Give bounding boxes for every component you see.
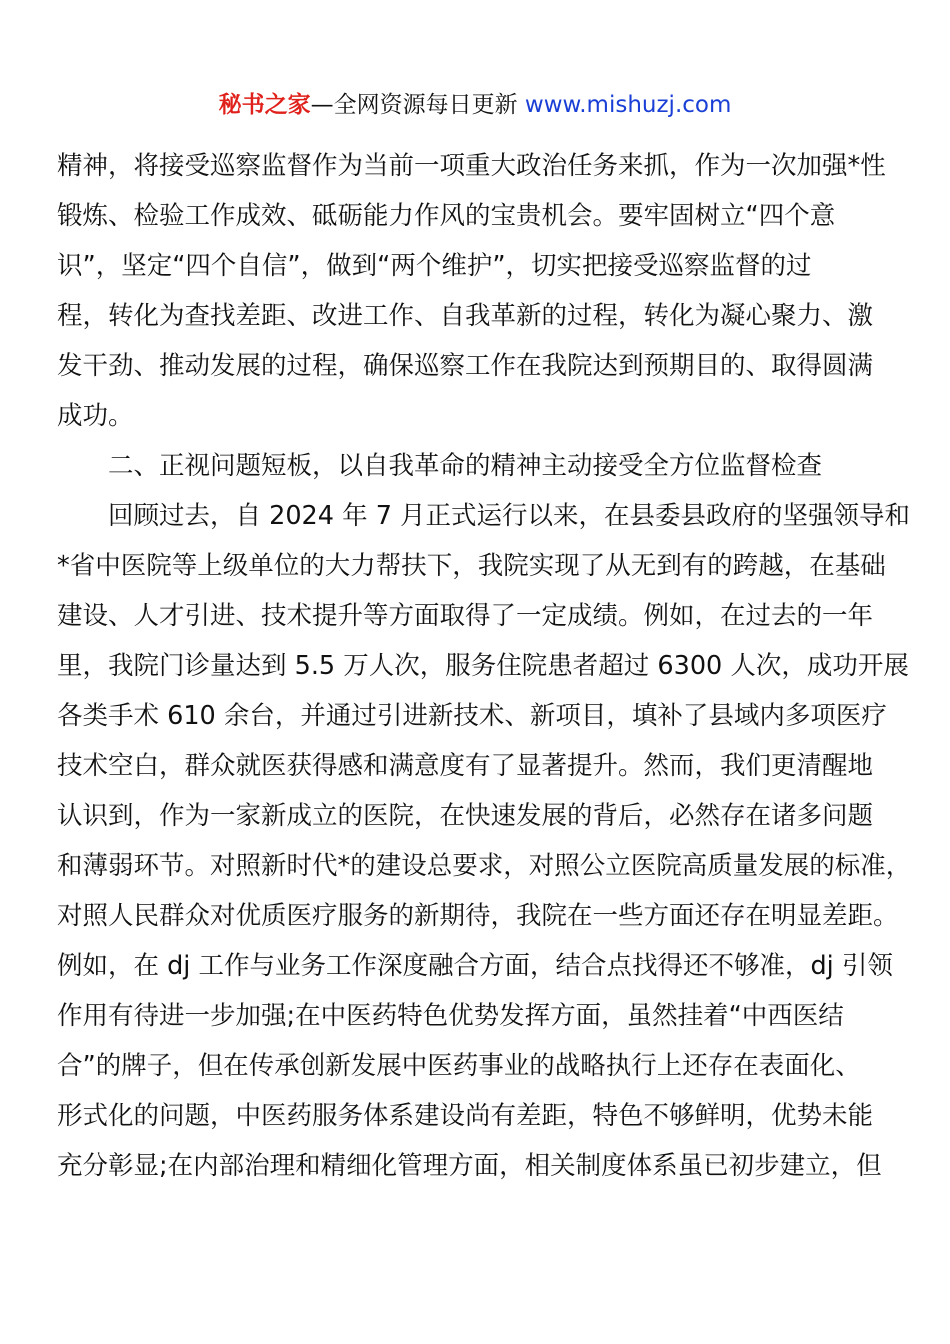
text-line: 里，我院门诊量达到 5.5 万人次，服务住院患者超过 6300 人次，成功开展 xyxy=(57,651,909,681)
text-line: 发干劲、推动发展的过程，确保巡察工作在我院达到预期目的、取得圆满 xyxy=(57,351,874,381)
text-line: 形式化的问题，中医药服务体系建设尚有差距，特色不够鲜明，优势未能 xyxy=(57,1101,874,1131)
section-heading: 二、正视问题短板，以自我革命的精神主动接受全方位监督检查 xyxy=(108,451,823,481)
text-line: *省中医院等上级单位的大力帮扶下，我院实现了从无到有的跨越，在基础 xyxy=(57,551,886,581)
text-line: 程，转化为查找差距、改进工作、自我革新的过程，转化为凝心聚力、激 xyxy=(57,301,874,331)
text-line: 充分彰显;在内部治理和精细化管理方面，相关制度体系虽已初步建立，但 xyxy=(57,1151,882,1181)
text-line: 回顾过去，自 2024 年 7 月正式运行以来，在县委县政府的坚强领导和 xyxy=(108,501,911,531)
text-line: 锻炼、检验工作成效、砥砺能力作风的宝贵机会。要牢固树立“四个意 xyxy=(57,201,836,231)
text-line: 精神，将接受巡察监督作为当前一项重大政治任务来抓，作为一次加强*性 xyxy=(57,151,886,181)
site-url-link[interactable]: www.mishuzj.com xyxy=(524,92,732,118)
text-line: 例如，在 dj 工作与业务工作深度融合方面，结合点找得还不够准，dj 引领 xyxy=(57,951,893,981)
text-line: 作用有待进一步加强;在中医药特色优势发挥方面，虽然挂着“中西医结 xyxy=(57,1001,844,1031)
text-line: 和薄弱环节。对照新时代*的建设总要求，对照公立医院高质量发展的标准， xyxy=(57,851,912,881)
header-tagline: —全网资源每日更新 xyxy=(310,92,525,118)
text-line: 对照人民群众对优质医疗服务的新期待，我院在一些方面还存在明显差距。 xyxy=(57,901,899,931)
text-line: 识”，坚定“四个自信”，做到“两个维护”，切实把接受巡察监督的过 xyxy=(57,251,812,281)
document-body xyxy=(57,146,917,1196)
page-header xyxy=(0,88,950,122)
text-line: 技术空白，群众就医获得感和满意度有了显著提升。然而，我们更清醒地 xyxy=(57,751,874,781)
text-line: 合”的牌子，但在传承创新发展中医药事业的战略执行上还存在表面化、 xyxy=(57,1051,861,1081)
text-line: 建设、人才引进、技术提升等方面取得了一定成绩。例如，在过去的一年 xyxy=(57,601,874,631)
text-line: 成功。 xyxy=(57,401,134,431)
brand-name: 秘书之家 xyxy=(218,92,311,118)
text-line: 认识到，作为一家新成立的医院，在快速发展的背后，必然存在诸多问题 xyxy=(57,801,874,831)
text-line: 各类手术 610 余台，并通过引进新技术、新项目，填补了县域内多项医疗 xyxy=(57,701,887,731)
